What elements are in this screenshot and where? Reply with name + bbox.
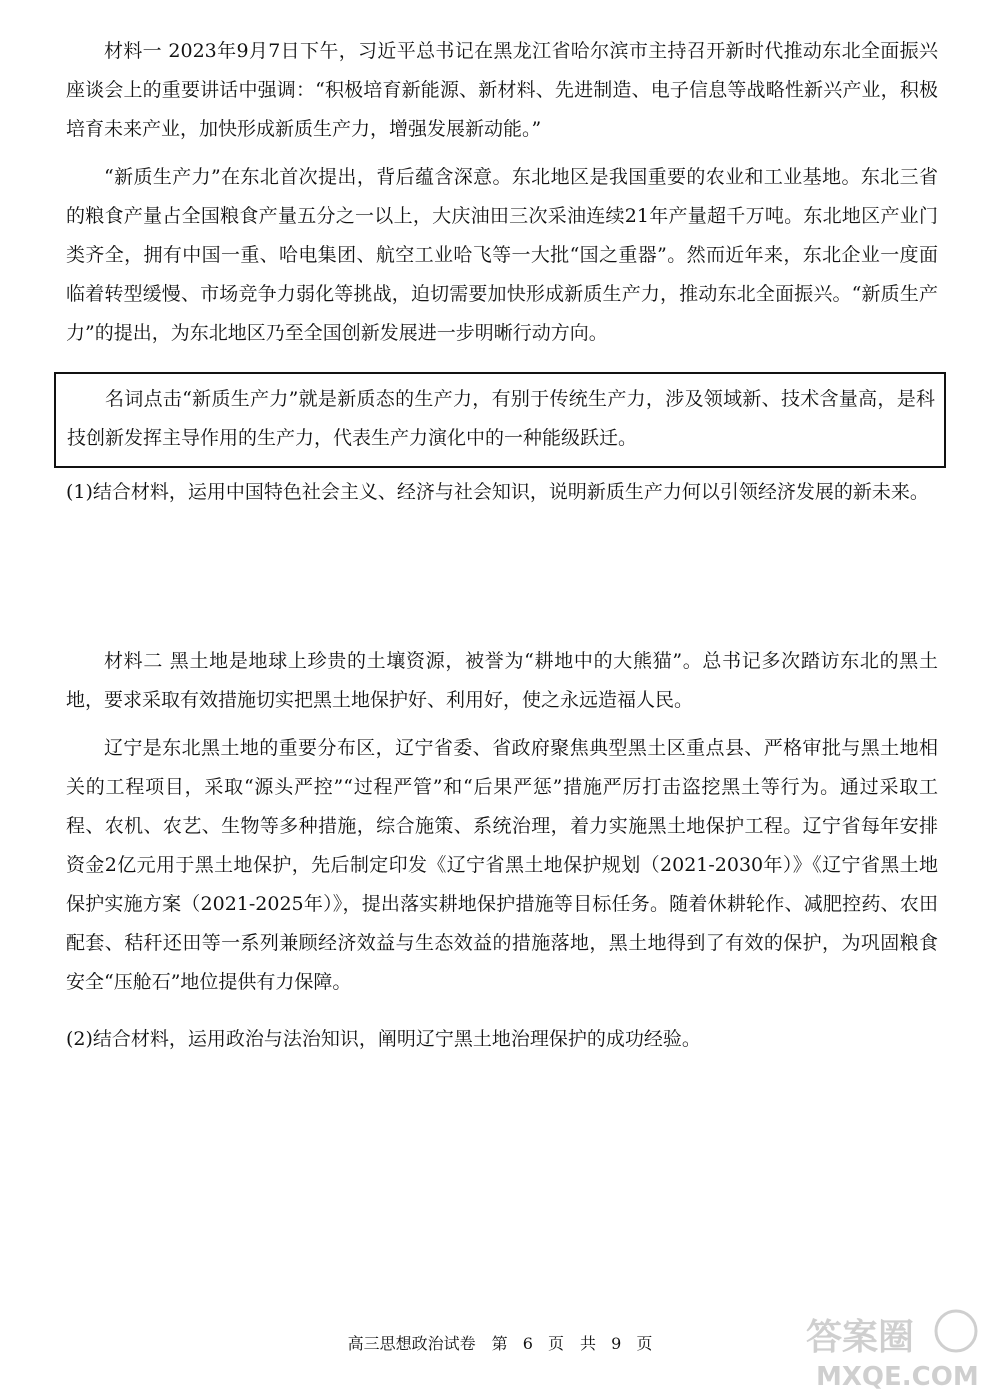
question-2: (2)结合材料，运用政治与法治知识，阐明辽宁黑土地治理保护的成功经验。 — [66, 1028, 701, 1050]
watermark-bottom-text: MXQE.COM — [816, 1362, 979, 1389]
watermark-top-text: 答案圈 — [806, 1317, 915, 1358]
page-footer: 高三思想政治试卷 第 6 页 共 9 页 — [347, 1334, 653, 1353]
material-2-paragraph-2: 辽宁是东北黑土地的重要分布区，辽宁省委、省政府聚焦典型黑土区重点县、严格审批与黑土地相关的工程项目，采取“源头严控”“过程严管”和“后果严惩”措施严厉打击盗挖黑土等行为。通过采取工程、农机、农艺、生物等多种措施，综合施策、系统治理，着力实施黑土地保护工程。辽宁省每年安排资金2亿元用于黑土地保护，先后制定印发《辽宁省黑土地保护规划（2021-2030年）》《辽宁省黑土地保护实施方案（2021-2025年）》，提出落实耕地保护措施等目标任务。随着休耕轮作、减肥控药、农田配套、秸秆还田等一系列兼顾经济效益与生态效益的措施落地，黑土地得到了有效的保护，为巩固粮食安全“压舱石”地位提供有力保障。 — [66, 737, 938, 993]
watermark-graphic — [796, 1309, 986, 1389]
term-notice-box — [54, 372, 946, 468]
material-2-paragraph-1: 材料二 黑土地是地球上珍贵的土壤资源，被誉为“耕地中的大熊猫”。总书记多次踏访东北的黑土地，要求采取有效措施切实把黑土地保护好、利用好，使之永远造福人民。 — [66, 650, 938, 711]
question-1: (1)结合材料，运用中国特色社会主义、经济与社会知识，说明新质生产力何以引领经济发展的新未来。 — [66, 481, 929, 503]
material-1-paragraph-2: “新质生产力”在东北首次提出，背后蕴含深意。东北地区是我国重要的农业和工业基地。东北三省的粮食产量占全国粮食产量五分之一以上，大庆油田三次采油连续21年产量超千万吨。东北地区产业门类齐全，拥有中国一重、哈电集团、航空工业哈飞等一大批“国之重器”。然而近年来，东北企业一度面临着转型缓慢、市场竞争力弱化等挑战，迫切需要加快形成新质生产力，推动东北全面振兴。“新质生产力”的提出，为东北地区乃至全国创新发展进一步明晰行动方向。 — [66, 166, 938, 344]
material-1-paragraph-1: 材料一 2023年9月7日下午，习近平总书记在黑龙江省哈尔滨市主持召开新时代推动东北全面振兴座谈会上的重要讲话中强调：“积极培育新能源、新材料、先进制造、电子信息等战略性新兴产业，积极培育未来产业，加快形成新质生产力，增强发展新动能。” — [66, 40, 938, 140]
term-notice-text: 名词点击“新质生产力”就是新质态的生产力，有别于传统生产力，涉及领域新、技术含量高，是科技创新发挥主导作用的生产力，代表生产力演化中的一种能级跃迁。 — [67, 388, 935, 449]
watermark-logo — [796, 1309, 986, 1389]
